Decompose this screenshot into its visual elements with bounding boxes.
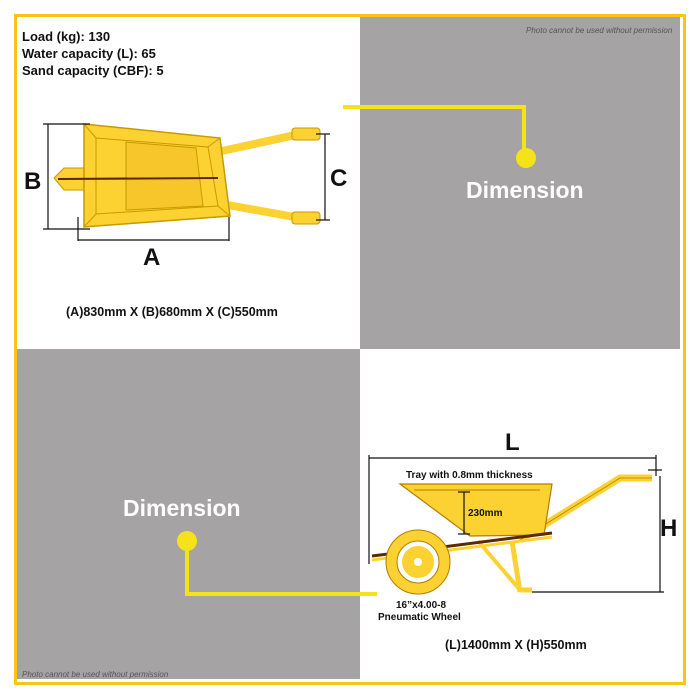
spec-water-capacity: Water capacity (L): 65 (22, 46, 156, 61)
label-a: A (143, 244, 161, 271)
callout-dimension-bottom: Dimension (123, 495, 241, 521)
handle-icon (222, 128, 320, 224)
side-view-dimensions: (L)1400mm X (H)550mm (445, 638, 587, 652)
callout-connector-top (343, 107, 536, 168)
tray-top-view (58, 124, 230, 227)
wheel-icon (386, 530, 450, 594)
watermark-bottom: Photo cannot be used without permission (22, 670, 169, 679)
watermark-top: Photo cannot be used without permission (526, 26, 673, 35)
callout-connector-bottom (177, 531, 377, 594)
tray-thickness-note: Tray with 0.8mm thickness (406, 470, 533, 481)
spec-sand-capacity: Sand capacity (CBF): 5 (22, 63, 164, 78)
label-h: H (660, 515, 678, 542)
top-view-dimensions: (A)830mm X (B)680mm X (C)550mm (66, 305, 278, 319)
label-l: L (505, 429, 520, 456)
label-b: B (24, 168, 42, 195)
wheel-size-label: 16”x4.00-8 (396, 600, 447, 611)
wheel-type-label: Pneumatic Wheel (378, 612, 461, 623)
label-c: C (330, 165, 348, 192)
tray-depth-label: 230mm (468, 508, 503, 519)
spec-load: Load (kg): 130 (22, 29, 111, 44)
callout-dimension-top: Dimension (466, 177, 584, 203)
